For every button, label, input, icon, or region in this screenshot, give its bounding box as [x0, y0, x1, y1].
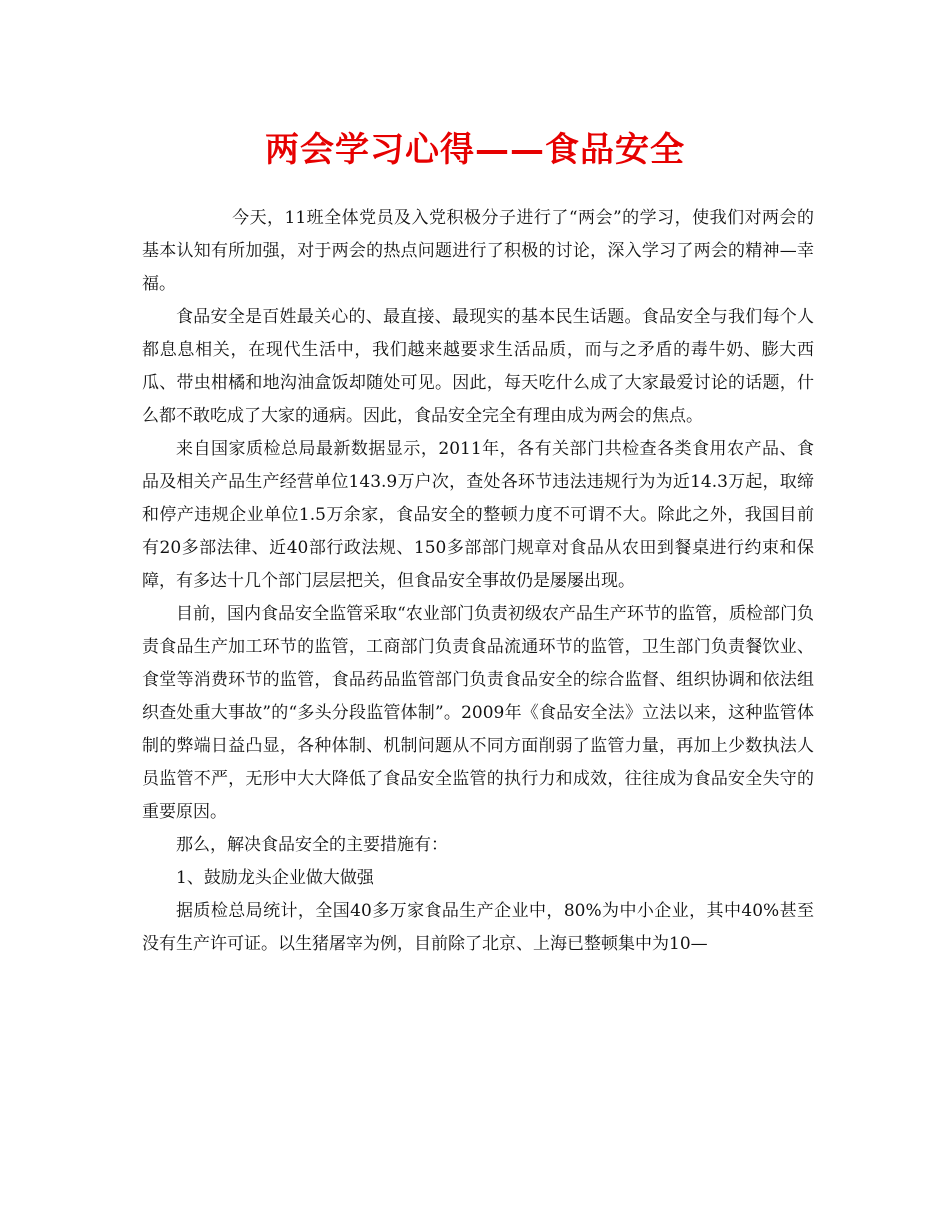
paragraph-intro: 今天，11班全体党员及入党积极分子进行了“两会”的学习，使我们对两会的基本认知有所加强，对于两会的热点问题进行了积极的讨论，深入学习了两会的精神—幸福。: [142, 208, 814, 294]
paragraph-measure-1-detail: 据质检总局统计，全国40多万家食品生产企业中，80%为中小企业，其中40%甚至没有生产许可证。以生猪屠宰为例，目前除了北京、上海已整顿集中为10—: [142, 901, 814, 954]
paragraph-measures-intro: 那么，解决食品安全的主要措施有：: [176, 835, 448, 855]
paragraph-supervision-system: 目前，国内食品安全监管采取“农业部门负责初级农产品生产环节的监管，质检部门负责食品生产加工环节的监管，工商部门负责食品流通环节的监管，卫生部门负责餐饮业、食堂等消费环节的监管，食品药品监管部门负责食品安全的综合监督、组织协调和依法组织查处重大事故”的“多头分段监管体制”。2009年《食品安全法》立法以来，这种监管体制的弊端日益凸显，各种体制、机制问题从不同方面削弱了监管力量，再加上少数执法人员监管不严，无形中大大降低了食品安全监管的执行力和成效，往往成为食品安全失守的重要原因。: [142, 604, 814, 822]
paragraph-food-safety-concern: 食品安全是百姓最关心的、最直接、最现实的基本民生话题。食品安全与我们每个人都息息相关，在现代生活中，我们越来越要求生活品质，而与之矛盾的毒牛奶、膨大西瓜、带虫柑橘和地沟油盒饭却随处可见。因此，每天吃什么成了大家最爱讨论的话题，什么都不敢吃成了大家的通病。因此，食品安全完全有理由成为两会的焦点。: [142, 307, 814, 426]
document-body: [142, 202, 814, 961]
paragraph-inspection-data: 来自国家质检总局最新数据显示，2011年，各有关部门共检查各类食用农产品、食品及相关产品生产经营单位143.9万户次，查处各环节违法违规行为为近14.3万起，取缔和停产违规企业单位1.5万余家，食品安全的整顿力度不可谓不大。除此之外，我国目前有20多部法律、近40部行政法规、150多部部门规章对食品从农田到餐桌进行约束和保障，有多达十几个部门层层把关，但食品安全事故仍是屡屡出现。: [142, 439, 814, 591]
paragraph-measure-1-heading: 1、鼓励龙头企业做大做强: [176, 868, 374, 888]
document-title: 两会学习心得——食品安全: [265, 130, 685, 170]
